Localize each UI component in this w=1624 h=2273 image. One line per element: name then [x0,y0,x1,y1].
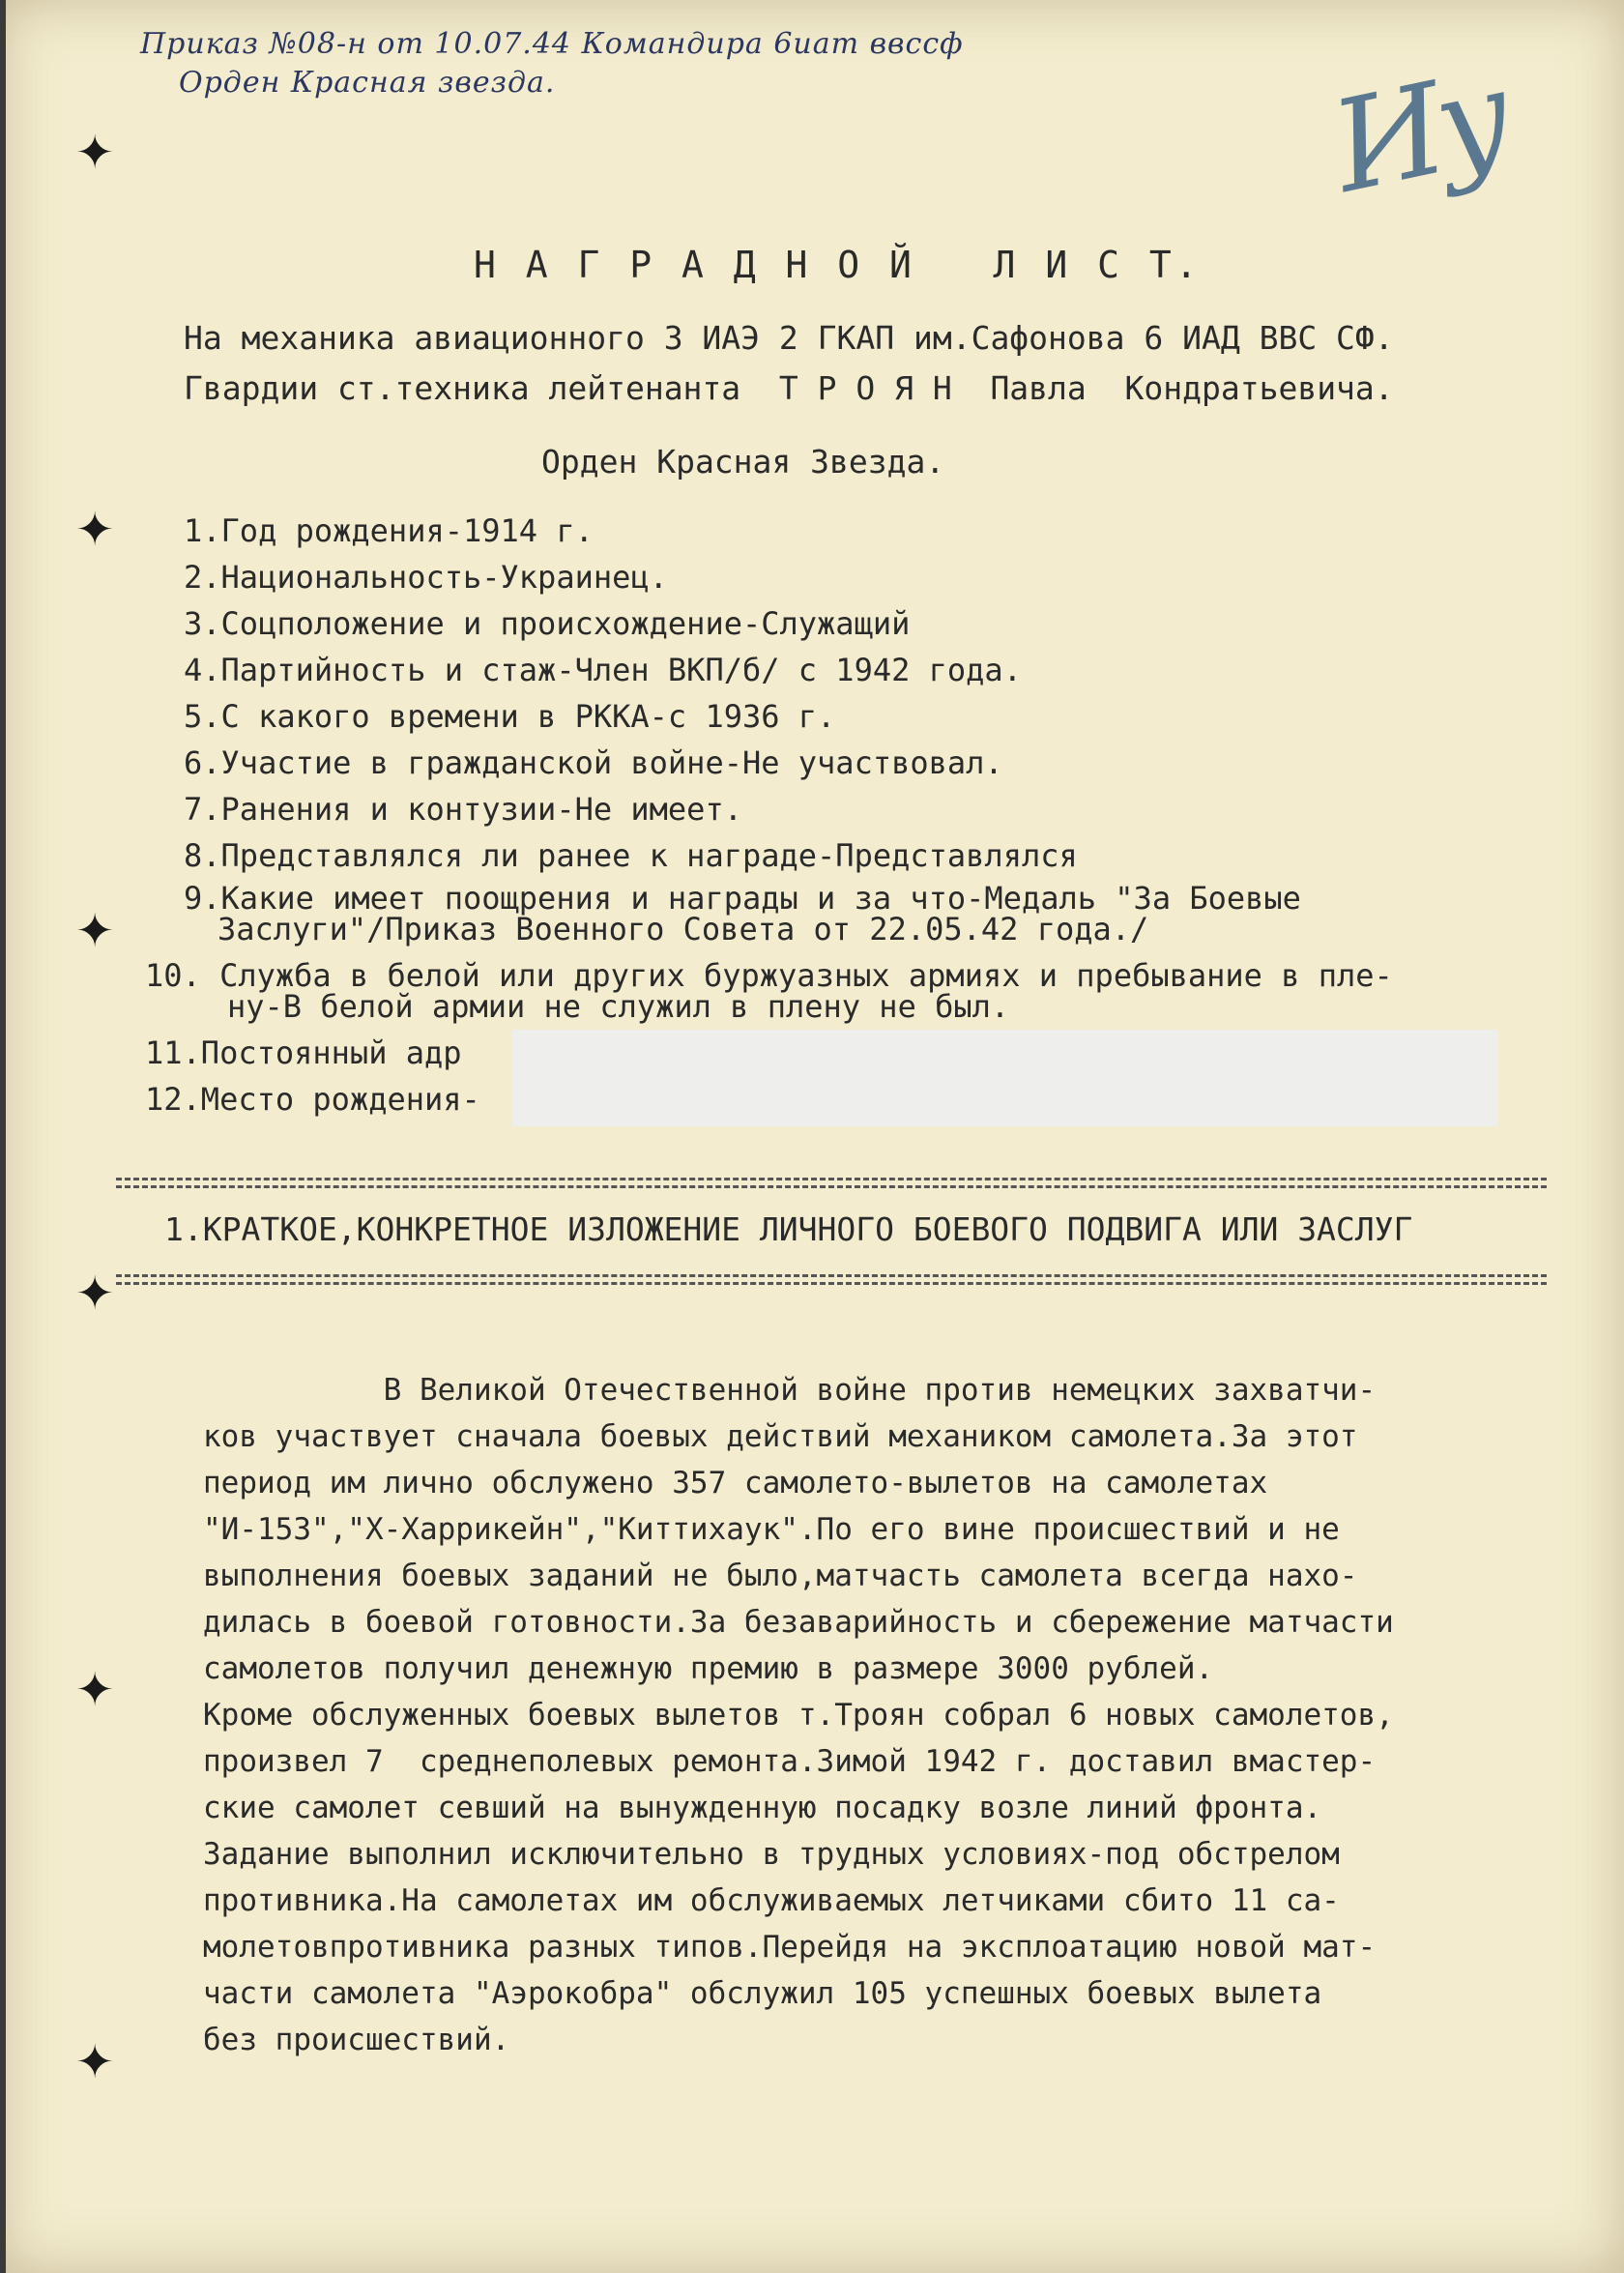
list-item-continuation: Заслуги"/Приказ Военного Совета от 22.05.42 года./ [218,911,1149,947]
separator-rule [116,1282,1547,1285]
list-item: 3.Соцположение и происхождение-Служащий [184,605,911,642]
body-line: ков участвует сначала боевых действий механиком самолета.За этот [203,1419,1358,1454]
list-item-continuation: ну-В белой армии не служил в плену не был. [227,988,1010,1025]
body-line: произвел 7 среднеполевых ремонта.Зимой 1942 г. доставил вмастер- [203,1744,1377,1779]
body-line: выполнения боевых заданий не было,матчасть самолета всегда нахо- [203,1559,1358,1593]
list-item: 12.Место рождения- [145,1081,480,1118]
body-line: Кроме обслуженных боевых вылетов т.Троян собрал 6 новых самолетов, [203,1698,1394,1733]
list-item: 9.Какие имеет поощрения и награды и за что-Медаль "За Боевые [184,880,1301,917]
list-item: 4.Партийность и стаж-Член ВКП/б/ с 1942 года. [184,652,1022,688]
punch-hole-icon: ✦ [75,1267,115,1321]
separator-rule [116,1274,1547,1277]
punch-hole-icon: ✦ [75,503,115,557]
body-line: противника.На самолетах им обслуживаемых летчиками сбито 11 са- [203,1883,1340,1918]
body-line: В Великой Отечественной войне против немецких захватчи- [203,1373,1377,1408]
handwritten-award-note: Орден Красная звезда. [179,66,556,100]
list-item: 6.Участие в гражданской войне-Не участвовал. [184,744,1003,781]
list-item: 7.Ранения и контузии-Не имеет. [184,791,742,828]
list-item: 11.Постоянный адр [145,1035,462,1071]
list-item: 1.Год рождения-1914 г. [184,512,594,549]
punch-hole-icon: ✦ [75,2035,115,2089]
body-line: период им лично обслужено 357 самолето-вылетов на самолетах [203,1466,1268,1501]
section-title: 1.КРАТКОЕ,КОНКРЕТНОЕ ИЗЛОЖЕНИЕ ЛИЧНОГО БОЕВОГО ПОДВИГА ИЛИ ЗАСЛУГ [164,1210,1413,1248]
scan-edge [0,0,6,2273]
separator-rule [116,1178,1547,1180]
document-title: Н А Г Р А Д Н О Й Л И С Т. [474,244,1202,286]
list-item: 8.Представлялся ли ранее к награде-Представлялся [184,837,1078,874]
punch-hole-icon: ✦ [75,904,115,958]
punch-hole-icon: ✦ [75,126,115,180]
nominee-name: Гвардии ст.техника лейтенанта Т Р О Я Н Павла Кондратьевича. [184,369,1394,407]
award-name: Орден Красная Звезда. [541,443,945,481]
list-item: 5.С какого времени в РККА-с 1936 г. [184,698,836,735]
redacted-area [512,1030,1498,1126]
body-line: ские самолет севший на вынужденную посадку возле линий фронта. [203,1791,1322,1825]
handwritten-signature: Иу [1320,42,1519,221]
body-line: "И-153","Х-Харрикейн","Киттихаук".По его вине происшествий и не [203,1512,1340,1547]
body-line: части самолета "Аэрокобра" обслужил 105 успешных боевых вылета [203,1976,1322,2011]
body-line: Задание выполнил исключительно в трудных условиях-под обстрелом [203,1837,1340,1872]
list-item: 10. Служба в белой или других буржуазных армиях и пребывание в пле- [145,957,1393,994]
punch-hole-icon: ✦ [75,1663,115,1717]
body-line: без происшествий. [203,2023,510,2057]
body-line: дилась в боевой готовности.За безаварийность и сбережение матчасти [203,1605,1394,1640]
body-line: молетовпротивника разных типов.Перейдя на эксплоатацию новой мат- [203,1930,1377,1965]
handwritten-order-note: Приказ №08-н от 10.07.44 Командира 6иат ввссф [140,27,964,61]
body-line: самолетов получил денежную премию в размере 3000 рублей. [203,1651,1214,1686]
list-item: 2.Национальность-Украинец. [184,559,668,596]
nominee-position: На механика авиационного 3 ИАЭ 2 ГКАП им.Сафонова 6 ИАД ВВС СФ. [184,319,1394,357]
separator-rule [116,1185,1547,1188]
